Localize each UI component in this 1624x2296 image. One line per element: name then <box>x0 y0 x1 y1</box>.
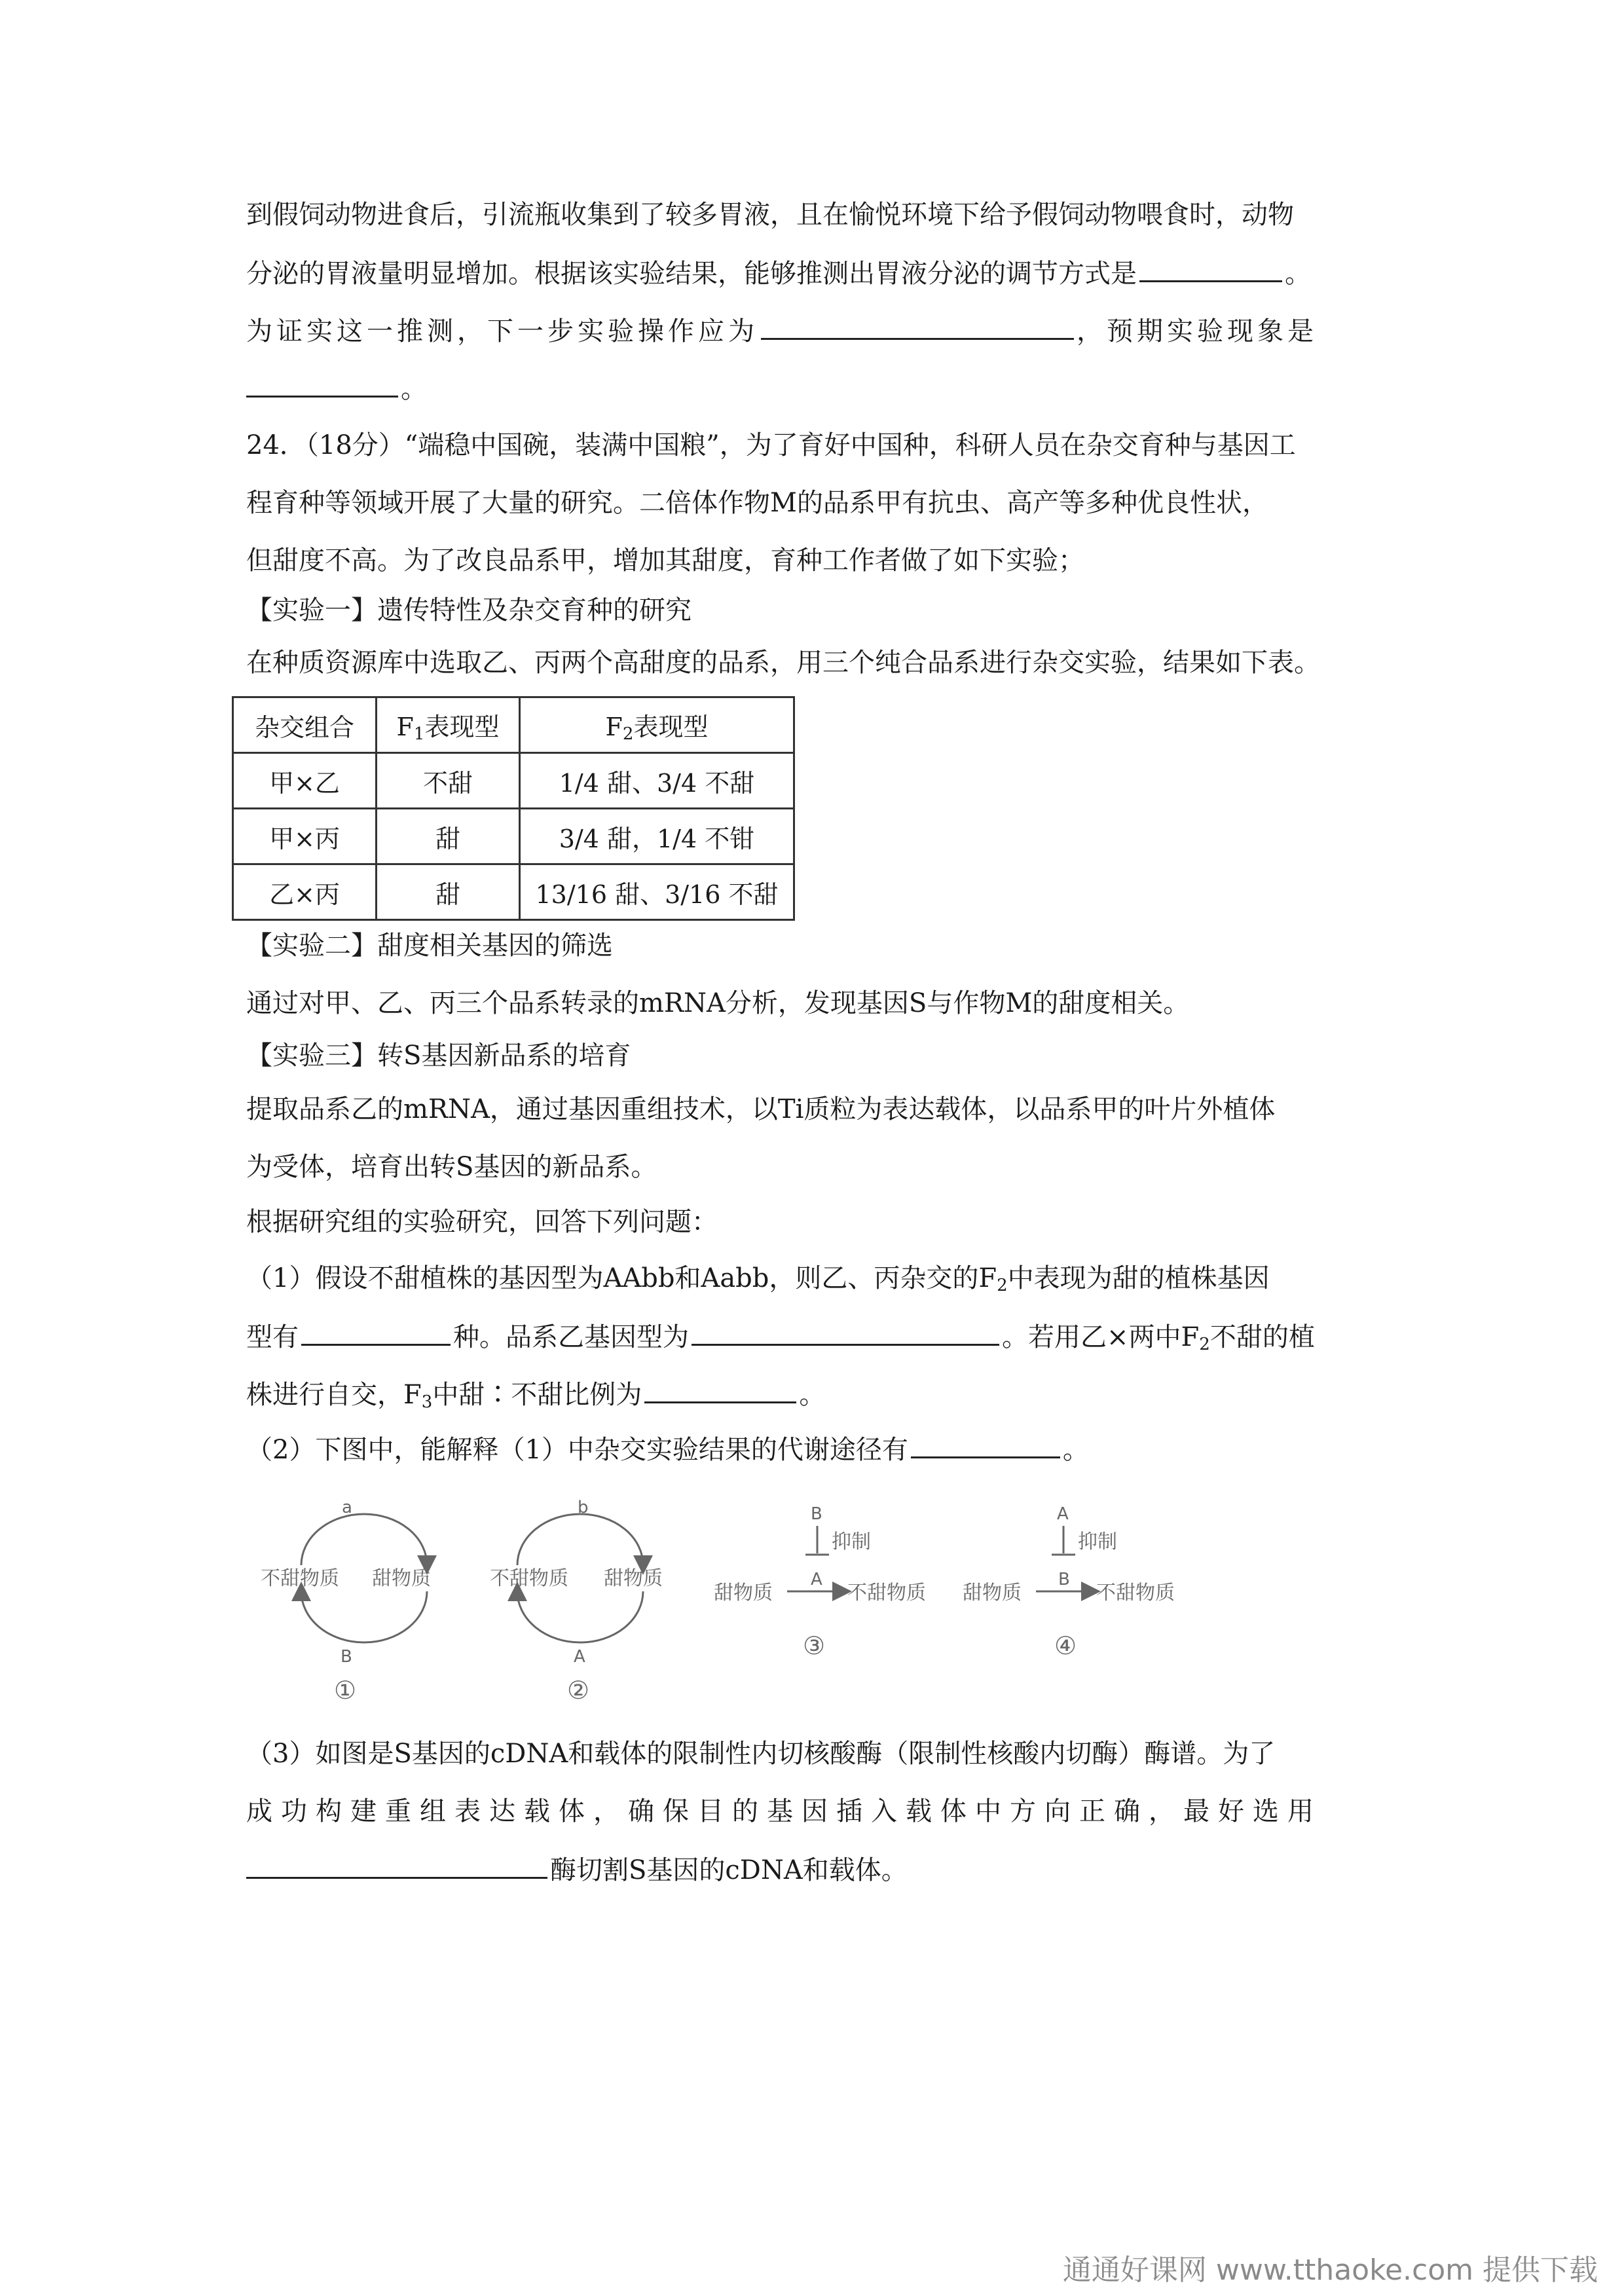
answer-blank[interactable] <box>246 1851 547 1879</box>
pathway-4-right-label: 不甜物质 <box>1096 1582 1175 1604</box>
experiment-3-line-2: 为受体，培育出转S基因的新品系。 <box>246 1152 657 1182</box>
pathway-1-top-enzyme: a <box>342 1498 352 1517</box>
pathway-2-top-enzyme: b <box>578 1498 589 1517</box>
pathway-3-number: ③ <box>803 1631 826 1660</box>
q1-line-2-a: 型有 <box>246 1322 299 1352</box>
cell-f1: 甜 <box>377 864 520 920</box>
experiment-1-text: 在种质资源库中选取乙、丙两个高甜度的品系，用三个纯合品系进行杂交实验，结果如下表。 <box>246 648 1320 678</box>
pathway-diagram-2 <box>478 1500 674 1709</box>
pathway-3-left-label: 甜物质 <box>714 1582 773 1604</box>
q24-line-3: 但甜度不高。为了改良品系甲，增加其甜度，育种工作者做了如下实验； <box>246 546 1084 576</box>
pathway-2-number: ② <box>567 1676 590 1705</box>
q1-line-3-sub: 3 <box>421 1392 433 1412</box>
q3-line-3-end: 酶切割S基因的cDNA和载体。 <box>550 1855 908 1885</box>
cell-f1: 甜 <box>377 809 520 864</box>
header-f1-rest: 表现型 <box>424 712 500 741</box>
q1-line-3-b: 中甜∶不甜比例为 <box>432 1380 642 1410</box>
experiment-2-text: 通过对甲、乙、丙三个品系转录的mRNA分析，发现基因S与作物M的甜度相关。 <box>246 988 1190 1018</box>
intro-line-2 <box>246 254 1386 292</box>
pathway-1-number: ① <box>334 1676 357 1705</box>
pathway-diagram-3 <box>714 1500 950 1709</box>
experiment-1-title: 【实验一】遗传特性及杂交育种的研究 <box>246 595 692 625</box>
cell-f2: 3/4 甜，1/4 不钳 <box>520 809 794 864</box>
pathway-4-enzyme: B <box>1058 1570 1070 1589</box>
pathway-2-upper-arc <box>517 1514 643 1565</box>
cell-cross: 乙×丙 <box>233 864 377 920</box>
pathway-3-inhibit-label: 抑制 <box>832 1530 871 1553</box>
header-f2-sub: 2 <box>622 724 634 744</box>
pathway-2-right-label: 甜物质 <box>604 1567 663 1590</box>
intro-line-3-mid: ，预期实验现象是 <box>1077 316 1318 346</box>
pathway-1-lower-arc <box>301 1591 427 1642</box>
table-row <box>233 753 794 809</box>
pathway-4-top-gene: A <box>1057 1504 1069 1524</box>
q3-line-2: 成功构建重组表达载体，确保目的基因插入载体中方向正确，最好选用 <box>246 1796 1322 1826</box>
cell-f2: 1/4 甜、3/4 不甜 <box>520 753 794 809</box>
answer-blank[interactable] <box>301 1318 451 1346</box>
table-header-row <box>233 697 794 753</box>
pathway-2-lower-arc <box>517 1591 643 1642</box>
table-row <box>233 809 794 864</box>
q24-line-2: 程育种等领域开展了大量的研究。二倍体作物M的品系甲有抗虫、高产等多种优良性状， <box>246 488 1268 518</box>
cell-cross: 甲×丙 <box>233 809 377 864</box>
q2-line <box>246 1430 1386 1468</box>
q3-line-1: （3）如图是S基因的cDNA和载体的限制性内切核酸酶（限制性核酸内切酶）酶谱。为了 <box>246 1739 1276 1769</box>
answer-blank[interactable] <box>246 369 398 398</box>
header-cross: 杂交组合 <box>233 697 377 753</box>
pathway-2-left-label: 不甜物质 <box>490 1567 568 1590</box>
q1-line-3-a: 株进行自交，F <box>246 1380 422 1410</box>
q2-end: 。 <box>1062 1435 1089 1465</box>
q1-line-1-sub: 2 <box>997 1276 1008 1295</box>
pathway-1-right-label: 甜物质 <box>372 1567 431 1590</box>
pathway-1-svg <box>249 1500 445 1709</box>
pathway-4-inhibit-label: 抑制 <box>1078 1530 1117 1553</box>
q1-line-3 <box>246 1375 1386 1420</box>
pathway-3-top-gene: B <box>811 1504 822 1524</box>
answer-blank[interactable] <box>911 1430 1060 1458</box>
q1-line-2-sub: 2 <box>1199 1335 1210 1354</box>
pathway-4-number: ④ <box>1054 1631 1077 1660</box>
q24-line-1: 24．（18分）“端稳中国碗，装满中国粮”，为了育好中国种，科研人员在杂交育种与基因工 <box>246 430 1296 460</box>
q1-line-2-b: 种。品系乙基因型为 <box>453 1322 689 1352</box>
q1-line-1 <box>246 1260 1386 1304</box>
pathway-1-upper-arc <box>301 1514 427 1565</box>
header-f1-sub: 1 <box>413 724 425 744</box>
answer-blank[interactable] <box>761 312 1074 340</box>
answer-blank[interactable] <box>692 1318 999 1346</box>
cell-cross: 甲×乙 <box>233 753 377 809</box>
experiment-3-title: 【实验三】转S基因新品系的培育 <box>246 1041 631 1071</box>
intro-line-3 <box>246 312 1386 350</box>
pathway-4-left-label: 甜物质 <box>963 1582 1022 1604</box>
experiment-3-line-1: 提取品系乙的mRNA，通过基因重组技术，以Ti质粒为表达载体，以品系甲的叶片外植体 <box>246 1094 1276 1124</box>
table-row <box>233 864 794 920</box>
header-f1-main: F <box>396 712 414 741</box>
pathway-diagram-4 <box>963 1500 1198 1709</box>
q3-line-3 <box>246 1851 1386 1889</box>
intro-line-2-text: 分泌的胃液量明显增加。根据该实验结果，能够推测出胃液分泌的调节方式是 <box>246 259 1137 289</box>
q1-line-3-c: 。 <box>799 1380 826 1410</box>
intro-line-4-end: 。 <box>401 374 427 404</box>
q1-line-2 <box>246 1318 1386 1363</box>
intro-line-2-end: 。 <box>1285 259 1311 289</box>
experiment-2-title: 【实验二】甜度相关基因的筛选 <box>246 931 613 961</box>
answer-blank[interactable] <box>644 1375 796 1403</box>
pathway-3-right-label: 不甜物质 <box>847 1582 926 1604</box>
cross-results-table <box>232 696 795 921</box>
cell-f1: 不甜 <box>377 753 520 809</box>
q1-line-2-c: 。若用乙×两中F <box>1002 1322 1200 1352</box>
pathway-1-left-label: 不甜物质 <box>261 1567 339 1590</box>
pathway-3-svg <box>714 1500 950 1709</box>
header-f2-main: F <box>605 712 623 741</box>
q1-line-1-end: 中表现为甜的植株基因 <box>1007 1263 1270 1293</box>
pathway-diagram-1 <box>249 1500 445 1709</box>
q2-text: （2）下图中，能解释（1）中杂交实验结果的代谢途径有 <box>246 1435 908 1465</box>
intro-line-4 <box>246 369 1386 407</box>
answer-blank[interactable] <box>1139 254 1282 282</box>
intro-line-3-text: 为证实这一推测，下一步实验操作应为 <box>246 316 758 346</box>
header-f2-rest: 表现型 <box>633 712 709 741</box>
header-f2 <box>520 697 794 753</box>
header-f1 <box>377 697 520 753</box>
pathway-3-enzyme: A <box>811 1570 822 1589</box>
q1-line-1-text: （1）假设不甜植株的基因型为AAbb和Aabb，则乙、丙杂交的F <box>246 1263 997 1293</box>
pathway-4-svg <box>963 1500 1198 1709</box>
source-watermark: 通通好课网 www.tthaoke.com 提供下载 <box>1062 2253 1598 2287</box>
pathway-1-bottom-enzyme: B <box>341 1647 352 1667</box>
q1-line-2-d: 不甜的植 <box>1209 1322 1315 1352</box>
pathway-2-bottom-enzyme: A <box>574 1647 585 1667</box>
intro-line-1: 到假饲动物进食后，引流瓶收集到了较多胃液，且在愉悦环境下给予假饲动物喂食时，动物 <box>246 200 1294 230</box>
pathway-2-svg <box>478 1500 674 1709</box>
instruction-line: 根据研究组的实验研究，回答下列问题： <box>246 1207 718 1237</box>
cell-f2: 13/16 甜、3/16 不甜 <box>520 864 794 920</box>
